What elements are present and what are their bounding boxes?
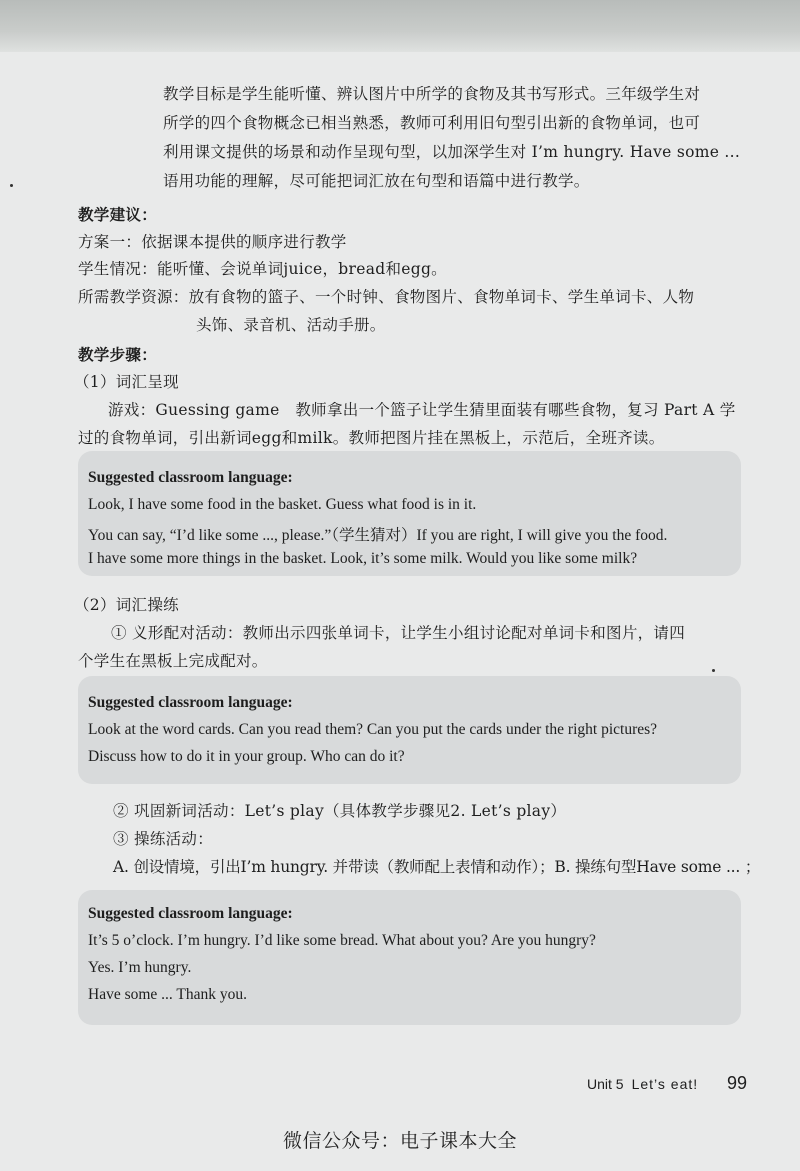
activity3: ③ 操练活动： [113, 830, 214, 848]
activity3-detail: A. 创设情境，引出I’m hungry. 并带读（教师配上表情和动作）；B. 操练句型Have some ... ； [113, 858, 761, 876]
resources-line-2: 头饰、录音机、活动手册。 [196, 316, 386, 334]
box-line: I have some more things in the basket. Look, it’s some milk. Would you like some milk? [88, 550, 638, 567]
intro-line: 教学目标是学生能听懂、辨认图片中所学的食物及其书写形式。三年级学生对 [163, 85, 701, 103]
step1-line-2: 过的食物单词，引出新词egg和milk。教师把图片挂在黑板上，示范后，全班齐读。 [78, 429, 665, 447]
box-line: Look, I have some food in the basket. Guess what food is in it. [88, 496, 477, 513]
page-number: 99 [727, 1073, 748, 1093]
suggested-language-box-3 [78, 890, 741, 1025]
watermark-text: 微信公众号：电子课本大全 [282, 1130, 517, 1152]
step1-line-1: 游戏：Guessing game 教师拿出一个篮子让学生猜里面装有哪些食物，复习 Part A 学 [108, 401, 736, 419]
suggestions-heading: 教学建议： [78, 205, 158, 224]
box-line: Yes. I’m hungry. [88, 959, 192, 976]
activity1-line-1: ① 义形配对活动：教师出示四张单词卡，让学生小组讨论配对单词卡和图片，请四 [111, 624, 686, 642]
intro-paragraph [163, 80, 753, 196]
ink-dot [10, 184, 13, 187]
student-situation: 学生情况：能听懂、会说单词juice，bread和egg。 [78, 260, 447, 278]
box-title: Suggested classroom language: [88, 469, 293, 486]
intro-line: 利用课文提供的场景和动作呈现句型，以加深学生对 I’m hungry. Have some ... [163, 143, 741, 161]
box-line: Discuss how to do it in your group. Who can do it? [88, 748, 405, 765]
box-line: It’s 5 o’clock. I’m hungry. I’d like some bread. What about you? Are you hungry? [88, 932, 596, 949]
step1-heading: （1）词汇呈现 [74, 373, 179, 391]
box-line: You can say, “I’d like some ..., please.”（学生猜对）If you are right, I will give you the food. [88, 527, 668, 544]
activity1-line-2: 个学生在黑板上完成配对。 [78, 652, 268, 670]
footer-unit-label [587, 1076, 698, 1092]
intro-line: 所学的四个食物概念已相当熟悉，教师可利用旧句型引出新的食物单词，也可 [163, 114, 701, 132]
box-title: Suggested classroom language: [88, 694, 293, 711]
intro-line: 语用功能的理解，尽可能把词汇放在句型和语篇中进行教学。 [163, 172, 590, 190]
activity2: ② 巩固新词活动：Let’s play（具体教学步骤见2. Let’s play） [113, 802, 567, 820]
steps-heading: 教学步骤： [78, 345, 158, 364]
suggested-language-box-2 [78, 676, 741, 784]
box-title: Suggested classroom language: [88, 905, 293, 922]
suggested-language-box-1 [78, 451, 741, 576]
unit-number: Unit 5 [587, 1076, 624, 1092]
unit-title: Let’s eat! [631, 1076, 699, 1092]
box-line: Look at the word cards. Can you read them? Can you put the cards under the right pictures? [88, 721, 658, 738]
plan-one: 方案一：依据课本提供的顺序进行教学 [78, 233, 347, 251]
resources-line-1: 所需教学资源：放有食物的篮子、一个时钟、食物图片、食物单词卡、学生单词卡、人物 [78, 288, 695, 306]
ink-dot [712, 669, 715, 672]
box-line: Have some ... Thank you. [88, 986, 247, 1003]
step2-heading: （2）词汇操练 [74, 596, 179, 614]
